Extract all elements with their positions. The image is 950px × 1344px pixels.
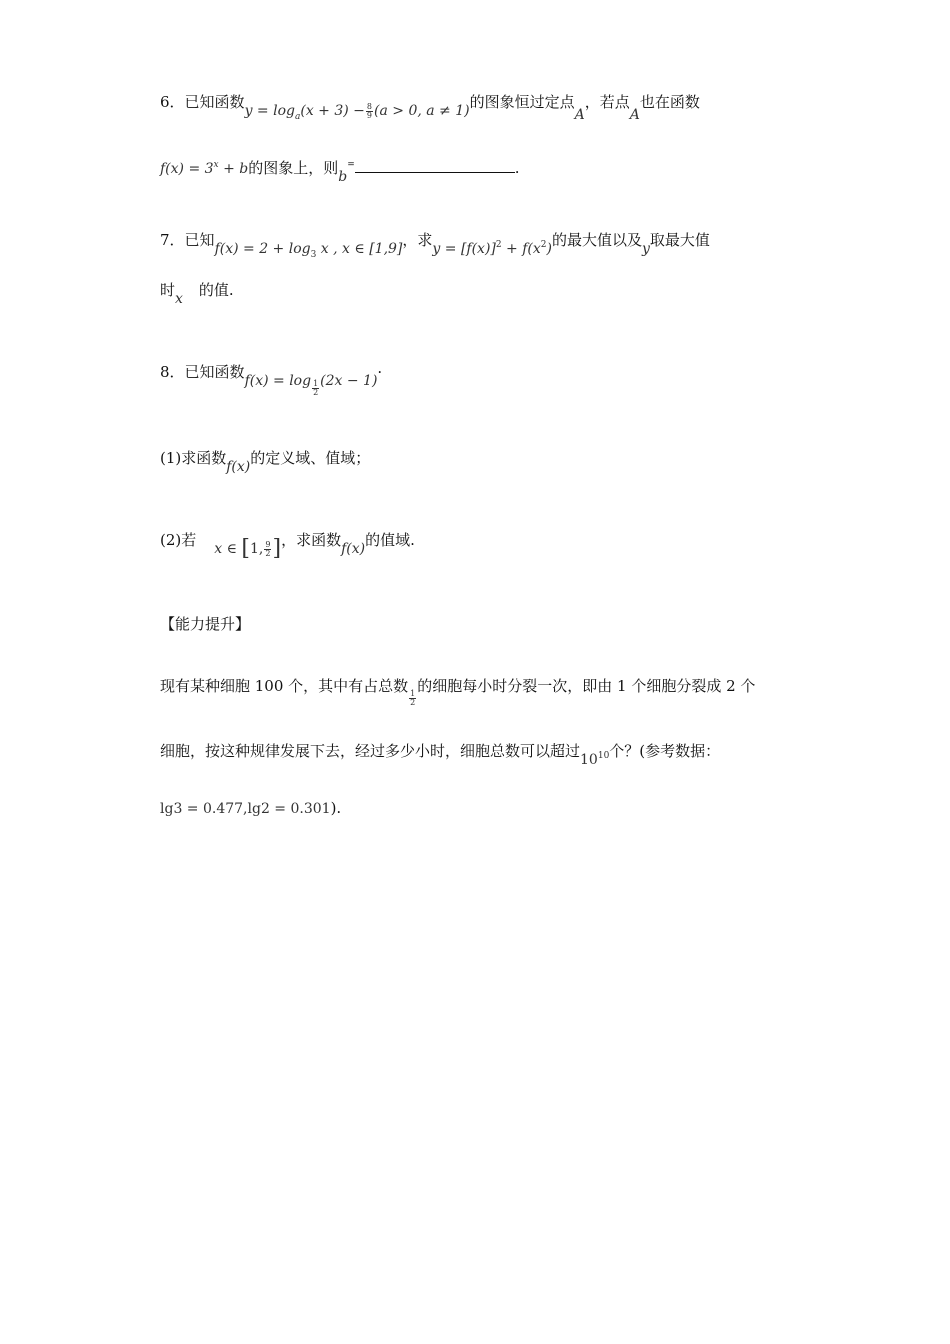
q6-text-d: 也在函数 [639, 93, 700, 111]
q8-line1 [160, 362, 383, 397]
q8-f-definition: f(x) = log $\frac{1}{2}$ (2x − 1) [244, 373, 378, 397]
answer-blank [355, 160, 515, 173]
ability-p1-text: 现有某种细胞 100 个，其中有占总数 [160, 677, 409, 695]
q6-text-c: ，若点 [584, 93, 630, 111]
var-b: b [338, 169, 348, 185]
equals-sign: = [347, 160, 355, 170]
q6-text: 已知函数 [184, 93, 245, 111]
q8-sub2 [160, 530, 415, 561]
q7-f-definition: $f(x) = 2 + \log_3 x$ , x ∈ [1,9] [214, 241, 403, 260]
point-a: A [574, 107, 585, 123]
q8-sub1-text-b: 的定义域、值域； [250, 449, 371, 467]
q6-formula: $y = \log_a(x + 3)$ − $\frac{8}{9}$ (a > 0, a ≠ 1) [244, 101, 470, 122]
q8-sub2-text-c: 的值域. [365, 531, 415, 549]
q7-text-b: ，求 [402, 231, 433, 249]
section-heading: 【能力提升】 [160, 615, 251, 633]
ability-p2 [160, 741, 721, 768]
q7-text: 已知 [184, 231, 215, 249]
q8-end-mark: · [377, 363, 383, 381]
q8-sub1 [160, 448, 371, 475]
question-number: 8． [160, 363, 185, 381]
q8-interval: x ∈ [1, $\frac{9}{2}$ ] [214, 536, 282, 561]
var-x: x [175, 291, 183, 307]
q7-text-d: 取最大值 [649, 231, 710, 249]
power-of-ten: $10^{10}$ [580, 751, 610, 768]
ability-p3 [160, 798, 341, 819]
ability-p3-end: ). [330, 799, 342, 817]
var-y: y [642, 241, 650, 257]
question-number: 7． [160, 231, 185, 249]
point-a-2: A [629, 107, 640, 123]
q6-function-f: $f(x) = 3^x + b$ [160, 160, 249, 177]
q8-text: 已知函数 [184, 363, 245, 381]
q7-line2-text: 时 [160, 281, 176, 299]
q6-text-b: 的图象恒过定点 [469, 93, 575, 111]
q6-line2 [160, 158, 520, 185]
q6-line1 [160, 92, 700, 123]
reference-data: lg3 = 0.477,lg2 = 0.301 [160, 801, 331, 817]
q8-sub2-text-b: ，求函数 [281, 531, 342, 549]
half-fraction: $\frac{1}{2}$ [410, 689, 416, 707]
q8-sub2-text: (2)若 [160, 531, 197, 549]
q7-text-c: 的最大值以及 [551, 231, 642, 249]
q7-y-definition: $y = [f(x)]^2 + f(x^2)$ [432, 240, 552, 257]
ability-p1 [160, 676, 755, 707]
ability-p2-text-b: 个？(参考数据： [609, 742, 721, 760]
f-of-x: f(x) [341, 541, 366, 557]
fraction: $\frac{8}{9}$ [366, 101, 372, 120]
q6-text-e: 的图象上，则 [248, 159, 339, 177]
q8-sub1-text: (1)求函数 [160, 449, 227, 467]
q7-line2-text-b: 的值. [198, 281, 234, 299]
q7-line2 [160, 280, 234, 307]
question-number: 6． [160, 93, 185, 111]
log-base-fraction: $\frac{1}{2}$ [313, 379, 319, 397]
ability-p2-text: 细胞，按这种规律发展下去，经过多少小时，细胞总数可以超过 [160, 742, 581, 760]
q7-line1 [160, 230, 710, 260]
ability-p1-text-b: 的细胞每小时分裂一次，即由 1 个细胞分裂成 2 个 [417, 677, 756, 695]
f-of-x: f(x) [226, 459, 251, 475]
period: . [514, 159, 520, 177]
